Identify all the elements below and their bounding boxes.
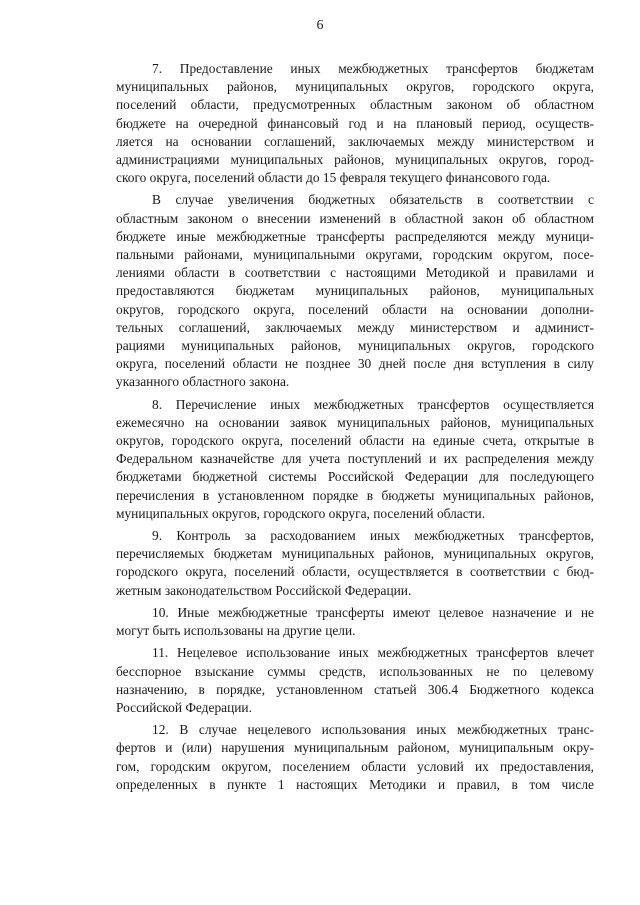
text-line: гом, городским округом, поселением области условий их предоставления, — [116, 758, 594, 774]
text-line: назначению, в порядке, установленном статьей 306.4 Бюджетного кодекса — [116, 681, 594, 697]
text-line: могут быть использованы на другие цели. — [116, 623, 356, 639]
text-line: В случае увеличения бюджетных обязательств в соответствии с — [152, 192, 594, 208]
document-body — [116, 60, 594, 798]
text-line: ежемесячно на основании заявок муниципальных районов, муниципальных — [116, 414, 594, 430]
text-line: областным законом о внесении изменений в областной закон об областном — [116, 210, 594, 226]
text-line: пальными районами, муниципальными округами, городским округом, посе- — [116, 247, 594, 263]
text-line: 8. Перечисление иных межбюджетных трансфертов осуществляется — [152, 396, 594, 412]
text-line: 10. Иные межбюджетные трансферты имеют целевое назначение и не — [152, 604, 594, 620]
text-line: лениями области в соответствии с настоящими Методикой и правилами и — [116, 265, 594, 281]
text-line: Федеральном казначействе для учета поступлений и их распределения между — [116, 451, 594, 467]
text-line: ского округа, поселений области до 15 февраля текущего финансового года. — [116, 170, 551, 186]
text-line: перечисления в установленном порядке в бюджеты муниципальных районов, — [116, 487, 594, 503]
text-line: поселений области, предусмотренных областным законом об областном — [116, 97, 594, 113]
text-line: муниципальных районов, муниципальных округов, городского округа, — [116, 79, 594, 95]
text-line: 11. Нецелевое использование иных межбюджетных трансфертов влечет — [152, 645, 594, 661]
text-line: предоставляются бюджетам муниципальных районов, муниципальных — [116, 283, 594, 299]
text-line: 7. Предоставление иных межбюджетных трансфертов бюджетам — [152, 61, 594, 76]
paragraph — [116, 396, 594, 523]
text-line: жетным законодательством Российской Федерации. — [116, 582, 412, 598]
paragraph — [116, 191, 594, 391]
page-number: 6 — [316, 18, 324, 33]
text-line: Российской Федерации. — [116, 699, 252, 715]
text-line: бюджете иные межбюджетные трансферты распределяются между муници- — [116, 228, 594, 244]
text-line: 9. Контроль за расходованием иных межбюджетных трансфертов, — [152, 528, 594, 544]
paragraph — [116, 60, 594, 187]
text-line: ляется на основании соглашений, заключаемых между министерством и — [116, 133, 594, 149]
text-line: фертов и (или) нарушения муниципальным районом, муниципальным окру- — [116, 740, 594, 756]
paragraph — [116, 721, 594, 794]
text-line: 12. В случае нецелевого использования иных межбюджетных транс- — [152, 722, 594, 738]
text-line: перечисляемых бюджетам муниципальных районов, муниципальных округов, — [116, 546, 594, 562]
text-line: тельных соглашений, заключаемых между министерством и админист- — [116, 319, 594, 335]
text-line: округа, поселений области не позднее 30 дней после дня вступления в силу — [116, 356, 594, 372]
text-line: бюджетами бюджетной системы Российской Федерации для последующего — [116, 469, 594, 485]
text-line: городского округа, поселений области, осуществляется в соответствии с бюд- — [116, 564, 594, 580]
text-line: бесспорное взыскание суммы средств, использованных не по целевому — [116, 663, 594, 679]
text-line: округов, городского округа, поселений области на единые счета, открытые в — [116, 433, 594, 449]
text-line: муниципальных округов, городского округа, поселений области. — [116, 505, 486, 521]
text-line: администрациями муниципальных районов, муниципальных округов, город- — [116, 152, 594, 168]
text-line: указанного областного закона. — [116, 374, 290, 390]
text-line: рациями муниципальных районов, муниципальных округов, городского — [116, 338, 594, 354]
paragraph — [116, 644, 594, 717]
text-line: бюджете на очередной финансовый год и на плановый период, осуществ- — [116, 115, 594, 131]
paragraph — [116, 604, 594, 640]
text-line: округов, городского округа, поселений области на основании дополни- — [116, 301, 594, 317]
paragraph — [116, 527, 594, 600]
text-line: определенных в пункте 1 настоящих Методики и правил, в том числе — [116, 776, 594, 792]
